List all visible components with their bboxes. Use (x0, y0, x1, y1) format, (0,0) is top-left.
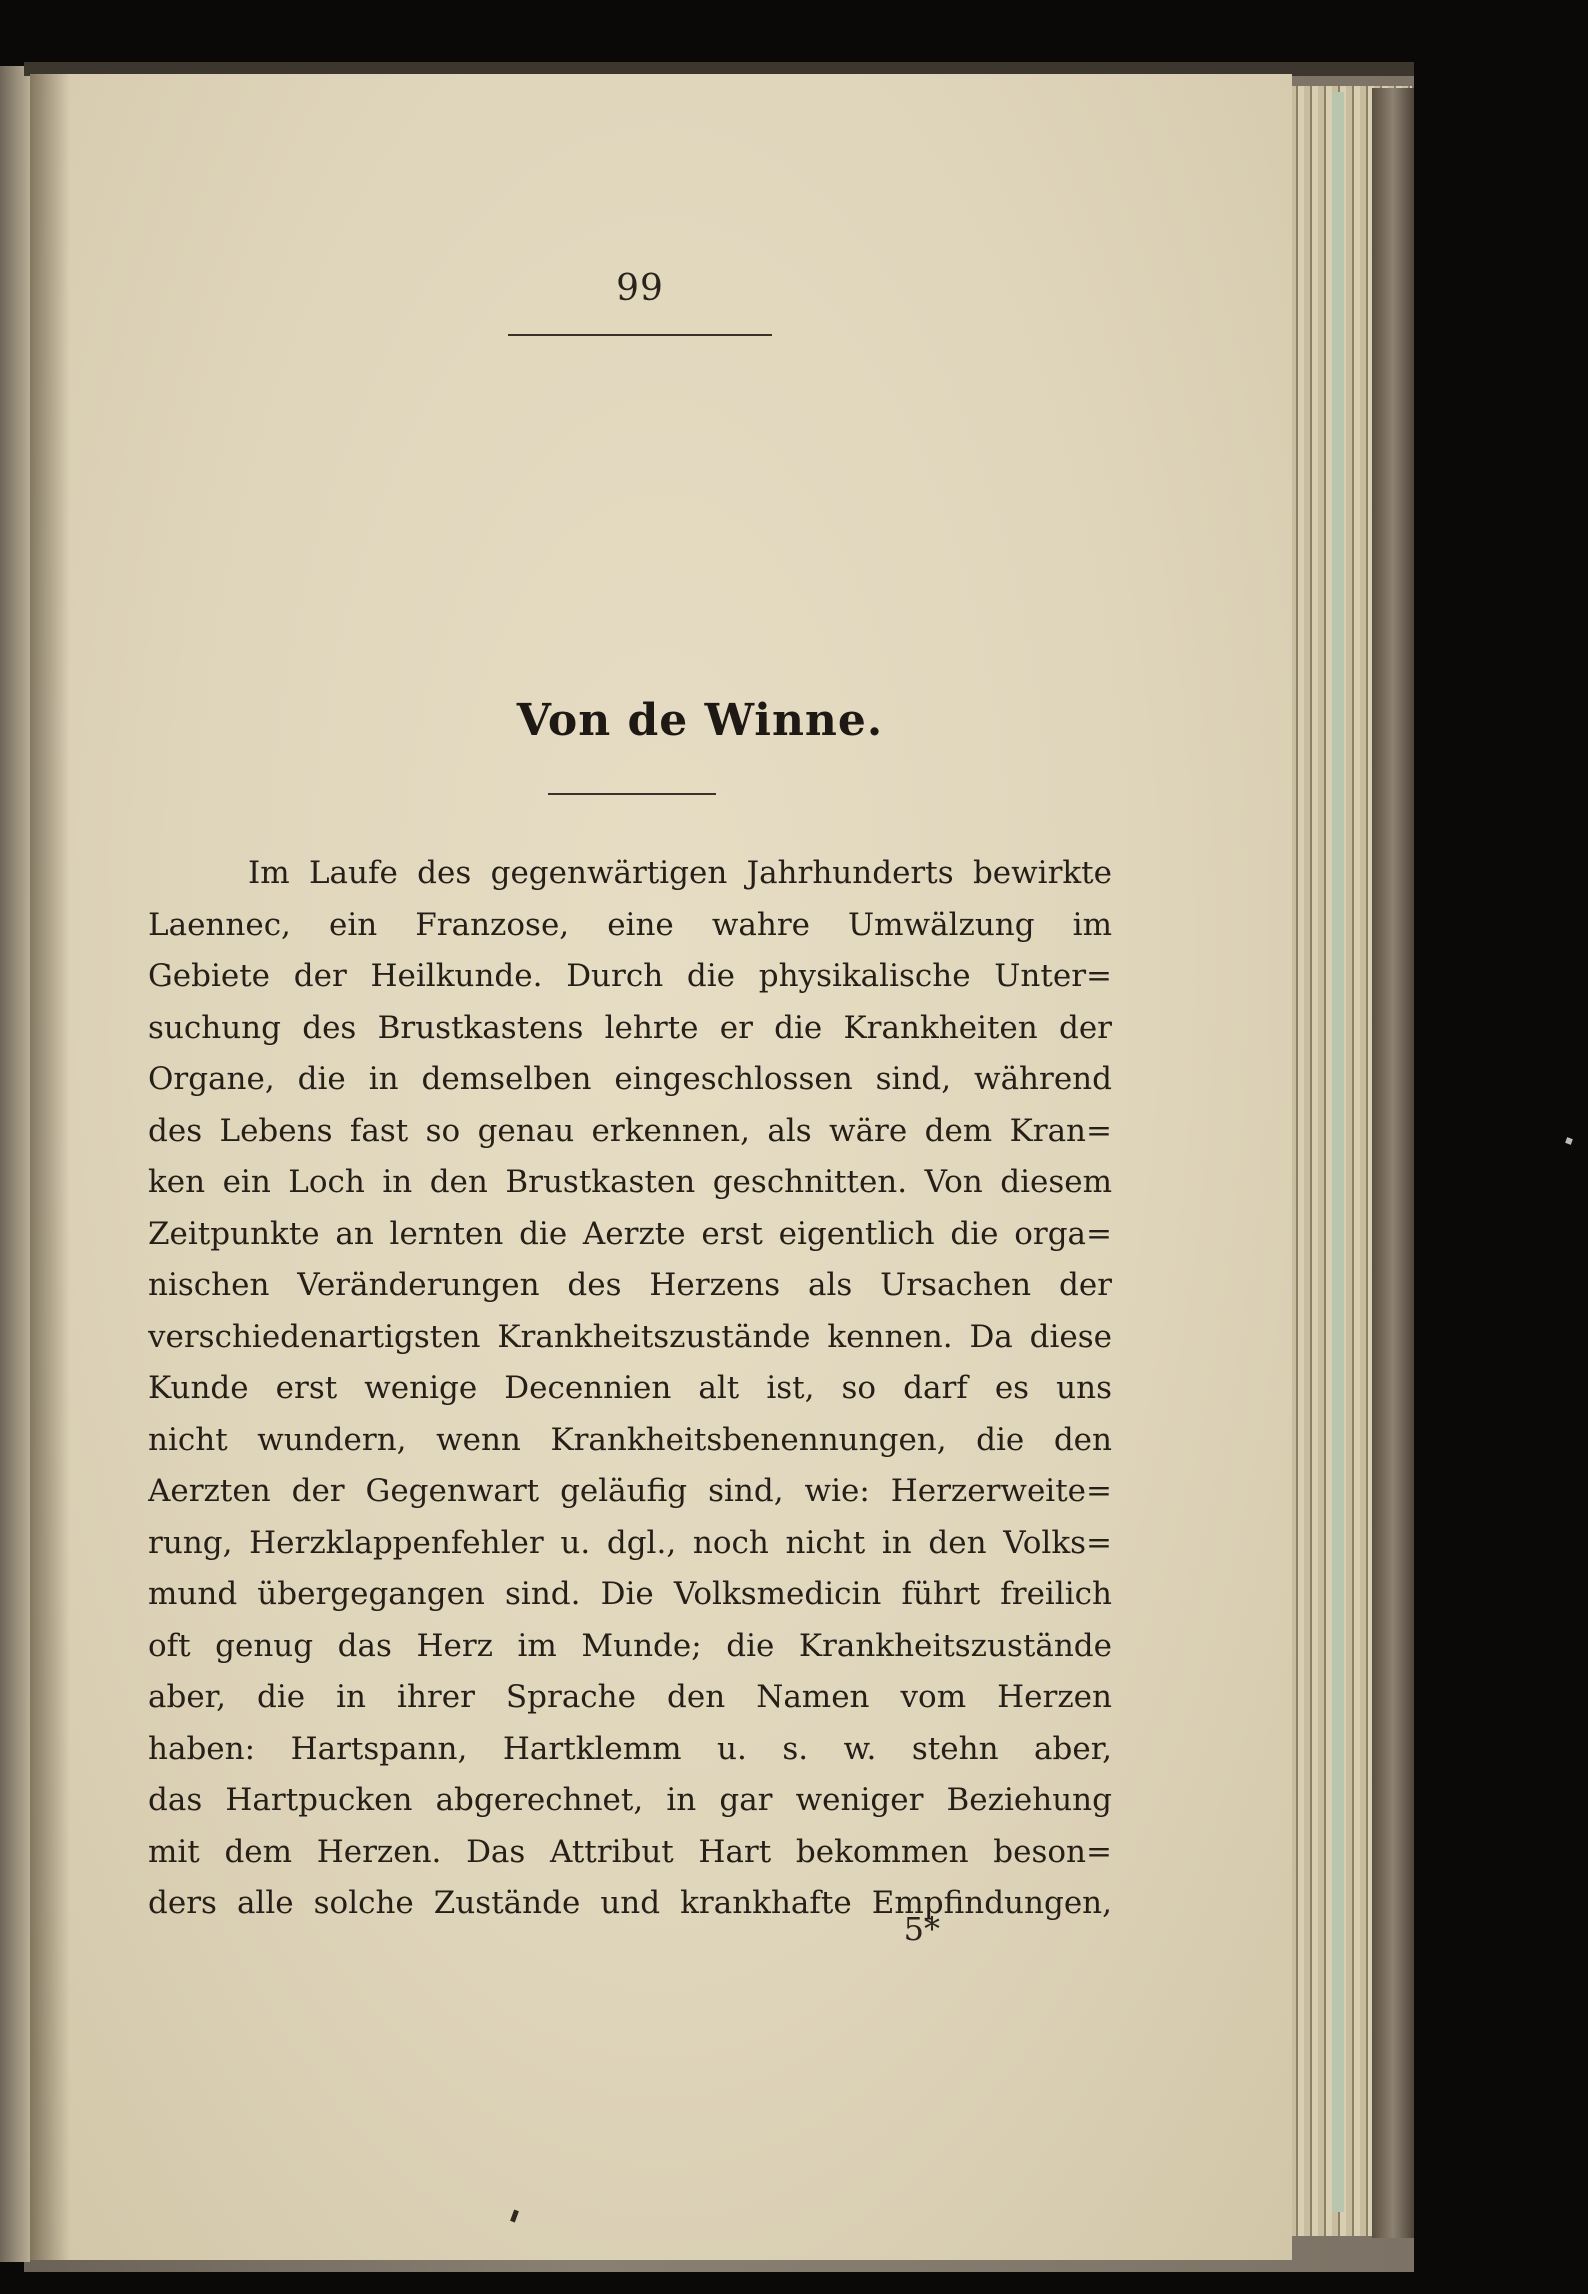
section-heading: Von de Winne. (516, 695, 884, 746)
page-stack-tinted-leaf (1332, 92, 1344, 2212)
text-line: Organe, die in demselben eingeschlossen sind, während (148, 1061, 1112, 1097)
facing-page-edge (0, 66, 30, 2262)
page-number: 99 (616, 268, 664, 309)
text-line: Laennec, ein Franzose, eine wahre Umwälzung im (148, 906, 1112, 943)
text-line: nischen Veränderungen des Herzens als Ursachen der (148, 1267, 1112, 1303)
text-line: suchung des Brustkastens lehrte er die Krankheiten der (148, 1009, 1112, 1046)
text-line: Im Laufe des gegenwärtigen Jahrhunderts bewirkte (248, 855, 1112, 891)
text-line: mit dem Herzen. Das Attribut Hart bekommen beson= (148, 1833, 1112, 1870)
text-line: mund übergegangen sind. Die Volksmedicin führt freilich (148, 1576, 1112, 1612)
text-line: haben: Hartspann, Hartklemm u. s. w. stehn aber, (148, 1730, 1112, 1767)
header-rule (508, 334, 772, 336)
text-line: ken ein Loch in den Brustkasten geschnitten. Von diesem (148, 1164, 1112, 1200)
text-line: aber, die in ihrer Sprache den Namen vom Herzen (148, 1679, 1112, 1715)
text-line: Gebiete der Heilkunde. Durch die physikalische Unter= (148, 958, 1112, 994)
cover-spine-edge (1372, 88, 1414, 2238)
text-line: nicht wundern, wenn Krankheitsbenennungen, die den (148, 1421, 1112, 1458)
signature-mark: 5* (903, 1910, 940, 1948)
text-line: das Hartpucken abgerechnet, in gar weniger Beziehung (148, 1782, 1112, 1818)
page-gutter-shadow (30, 74, 70, 2260)
text-line: oft genug das Herz im Munde; die Krankheitszustände (148, 1627, 1112, 1664)
text-line: Zeitpunkte an lernten die Aerzte erst eigentlich die orga= (148, 1215, 1112, 1252)
text-line: ders alle solche Zustände und krankhafte Empfindungen, (148, 1885, 1112, 1921)
text-line: des Lebens fast so genau erkennen, als wäre dem Kran= (148, 1112, 1112, 1149)
text-line: Kunde erst wenige Decennien alt ist, so darf es uns (148, 1370, 1112, 1406)
heading-rule (548, 793, 716, 795)
body-text (148, 848, 1112, 1930)
text-line: verschiedenartigsten Krankheitszustände kennen. Da diese (148, 1318, 1112, 1355)
text-line: rung, Herzklappenfehler u. dgl., noch nicht in den Volks= (148, 1524, 1112, 1561)
text-line: Aerzten der Gegenwart geläufig sind, wie: Herzerweite= (148, 1473, 1112, 1509)
